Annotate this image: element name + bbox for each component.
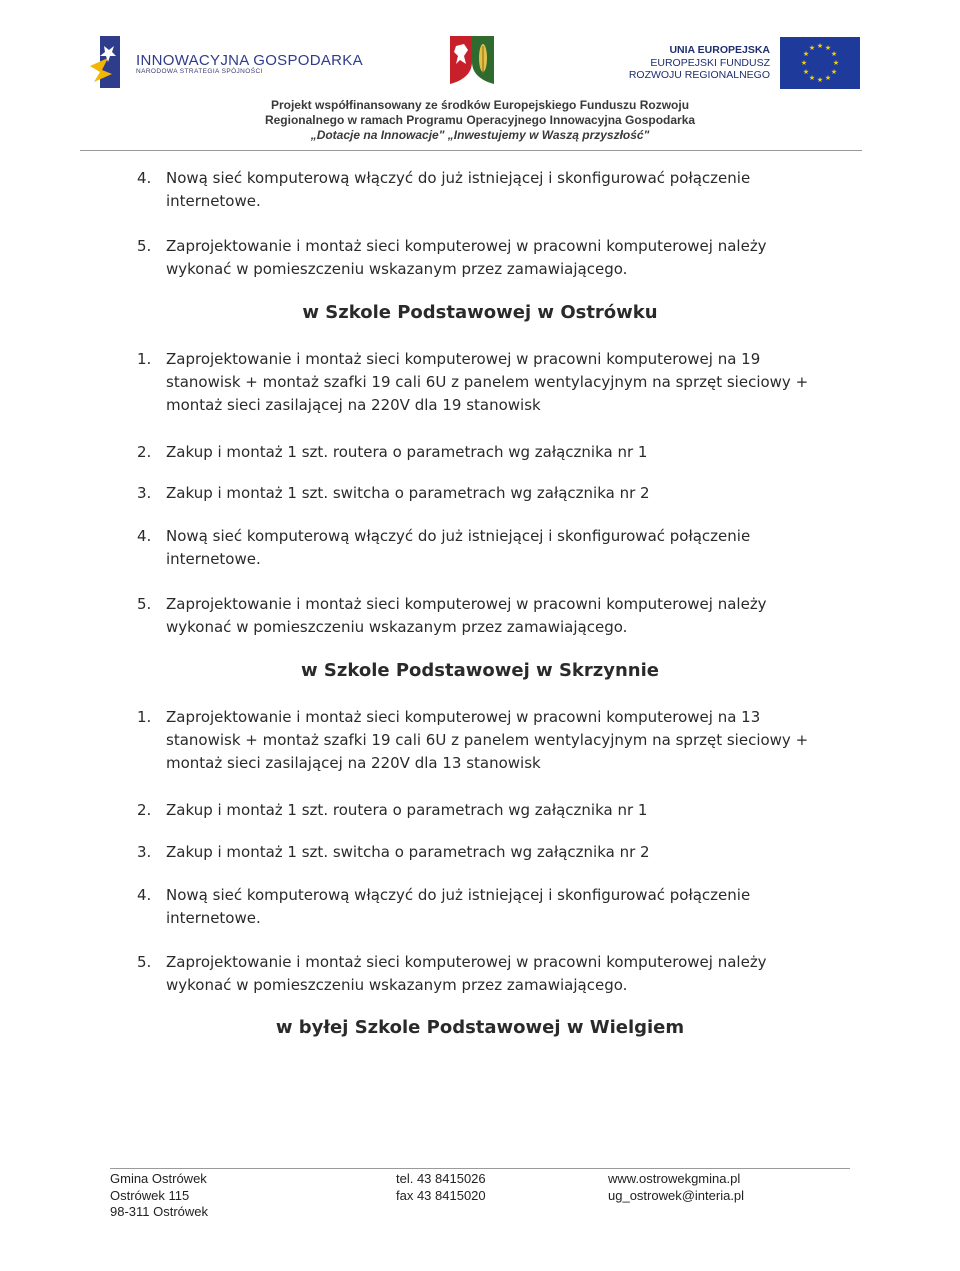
svg-text:★: ★ <box>824 74 832 82</box>
list-item <box>137 235 827 281</box>
list-item <box>137 441 827 464</box>
phone-number: tel. 43 8415026 <box>396 1171 486 1186</box>
header-divider <box>80 150 862 151</box>
item-text: Zakup i montaż 1 szt. routera o parametrach wg załącznika nr 1 <box>166 801 648 819</box>
list-item <box>137 593 827 639</box>
item-text: Zakup i montaż 1 szt. switcha o parametrach wg załącznika nr 2 <box>166 843 650 861</box>
item-number: 4. <box>137 169 152 187</box>
eu-title: UNIA EUROPEJSKA <box>669 44 770 56</box>
svg-text:★: ★ <box>808 74 816 82</box>
list-item <box>137 884 827 930</box>
item-text: Zakup i montaż 1 szt. routera o parametrach wg załącznika nr 1 <box>166 443 648 461</box>
footer-address <box>110 1171 208 1221</box>
svg-text:★: ★ <box>830 68 838 76</box>
org-name: Gmina Ostrówek <box>110 1171 207 1186</box>
section-heading: w byłej Szkole Podstawowej w Wielgiem <box>275 1017 685 1038</box>
eu-fund-line2: ROZWOJU REGIONALNEGO <box>628 69 770 81</box>
project-line-3: „Dotacje na Innowacje" „Inwestujemy w Waszą przyszłość" <box>310 128 650 142</box>
website-link[interactable]: www.ostrowekgmina.pl <box>608 1171 741 1186</box>
list-item <box>137 799 827 822</box>
item-text: Nową sieć komputerową włączyć do już istniejącej i skonfigurować połączenie internetowe. <box>166 527 751 568</box>
svg-text:★: ★ <box>802 68 810 76</box>
letterhead <box>0 0 960 160</box>
svg-text:★: ★ <box>800 59 808 67</box>
svg-text:★: ★ <box>808 44 816 52</box>
project-line-1: Projekt współfinansowany ze środków Europejskiego Funduszu Rozwoju <box>270 98 690 112</box>
svg-text:★: ★ <box>816 76 824 84</box>
municipal-crest-icon <box>448 34 496 86</box>
list-item <box>137 951 827 997</box>
project-statement <box>0 98 960 143</box>
item-number: 3. <box>137 484 152 502</box>
project-line-2: Regionalnego w ramach Programu Operacyjnego Innowacyjna Gospodarka <box>264 113 696 127</box>
item-number: 1. <box>137 708 152 726</box>
list-item <box>137 706 827 775</box>
org-postcode: 98-311 Ostrówek <box>110 1204 209 1219</box>
ig-subtitle: NARODOWA STRATEGIA SPÓJNOŚCI <box>136 68 263 75</box>
list-item <box>137 841 827 864</box>
item-text: Zaprojektowanie i montaż sieci komputerowej w pracowni komputerowej na 19 stanowisk + montaż szafki 19 cali 6U z panelem wentylacyjnym na sprzęt sieciowy + montaż sieci zasilającej na 220V dla 19 stanowisk <box>166 350 809 414</box>
svg-text:★: ★ <box>802 50 810 58</box>
item-text: Zaprojektowanie i montaż sieci komputerowej w pracowni komputerowej należy wykonać w pomieszczeniu wskazanym przez zamawiającego. <box>166 237 767 278</box>
item-text: Zaprojektowanie i montaż sieci komputerowej w pracowni komputerowej na 13 stanowisk + montaż szafki 19 cali 6U z panelem wentylacyjnym na sprzęt sieciowy + montaż sieci zasilającej na 220V dla 13 stanowisk <box>166 708 809 772</box>
fax-number: fax 43 8415020 <box>396 1187 486 1203</box>
item-number: 1. <box>137 350 152 368</box>
list-item <box>137 167 827 213</box>
org-address: Ostrówek 115 <box>110 1187 190 1203</box>
list-item <box>137 525 827 571</box>
section-heading: w Szkole Podstawowej w Skrzynnie <box>301 660 659 681</box>
item-text: Zakup i montaż 1 szt. switcha o parametrach wg załącznika nr 2 <box>166 484 650 502</box>
list-item <box>137 482 827 505</box>
item-text: Nową sieć komputerową włączyć do już istniejącej i skonfigurować połączenie internetowe. <box>166 169 751 210</box>
svg-text:★: ★ <box>816 42 824 50</box>
eu-fund-line1: EUROPEJSKI FUNDUSZ <box>650 56 770 69</box>
item-number: 2. <box>137 443 152 461</box>
svg-text:★: ★ <box>832 59 840 67</box>
item-text: Nową sieć komputerową włączyć do już istniejącej i skonfigurować połączenie internetowe. <box>166 886 751 927</box>
item-number: 5. <box>137 237 152 255</box>
item-number: 3. <box>137 843 152 861</box>
list-item <box>137 348 827 417</box>
item-number: 4. <box>137 527 152 545</box>
innovative-economy-logo-icon <box>90 36 120 88</box>
item-text: Zaprojektowanie i montaż sieci komputerowej w pracowni komputerowej należy wykonać w pomieszczeniu wskazanym przez zamawiającego. <box>166 595 767 636</box>
section-heading: w Szkole Podstawowej w Ostrówku <box>302 302 658 323</box>
item-number: 5. <box>137 953 152 971</box>
eu-fund-text <box>629 44 770 82</box>
footer-divider <box>110 1168 850 1169</box>
svg-text:★: ★ <box>824 44 832 52</box>
item-number: 5. <box>137 595 152 613</box>
eu-flag-icon <box>780 37 860 89</box>
item-number: 2. <box>137 801 152 819</box>
svg-text:★: ★ <box>830 50 838 58</box>
footer-contact <box>396 1171 486 1204</box>
ig-title: INNOWACYJNA GOSPODARKA <box>136 52 363 69</box>
item-text: Zaprojektowanie i montaż sieci komputerowej w pracowni komputerowej należy wykonać w pomieszczeniu wskazanym przez zamawiającego. <box>166 953 767 994</box>
footer-web <box>608 1171 744 1204</box>
item-number: 4. <box>137 886 152 904</box>
email-link[interactable]: ug_ostrowek@interia.pl <box>608 1187 745 1203</box>
